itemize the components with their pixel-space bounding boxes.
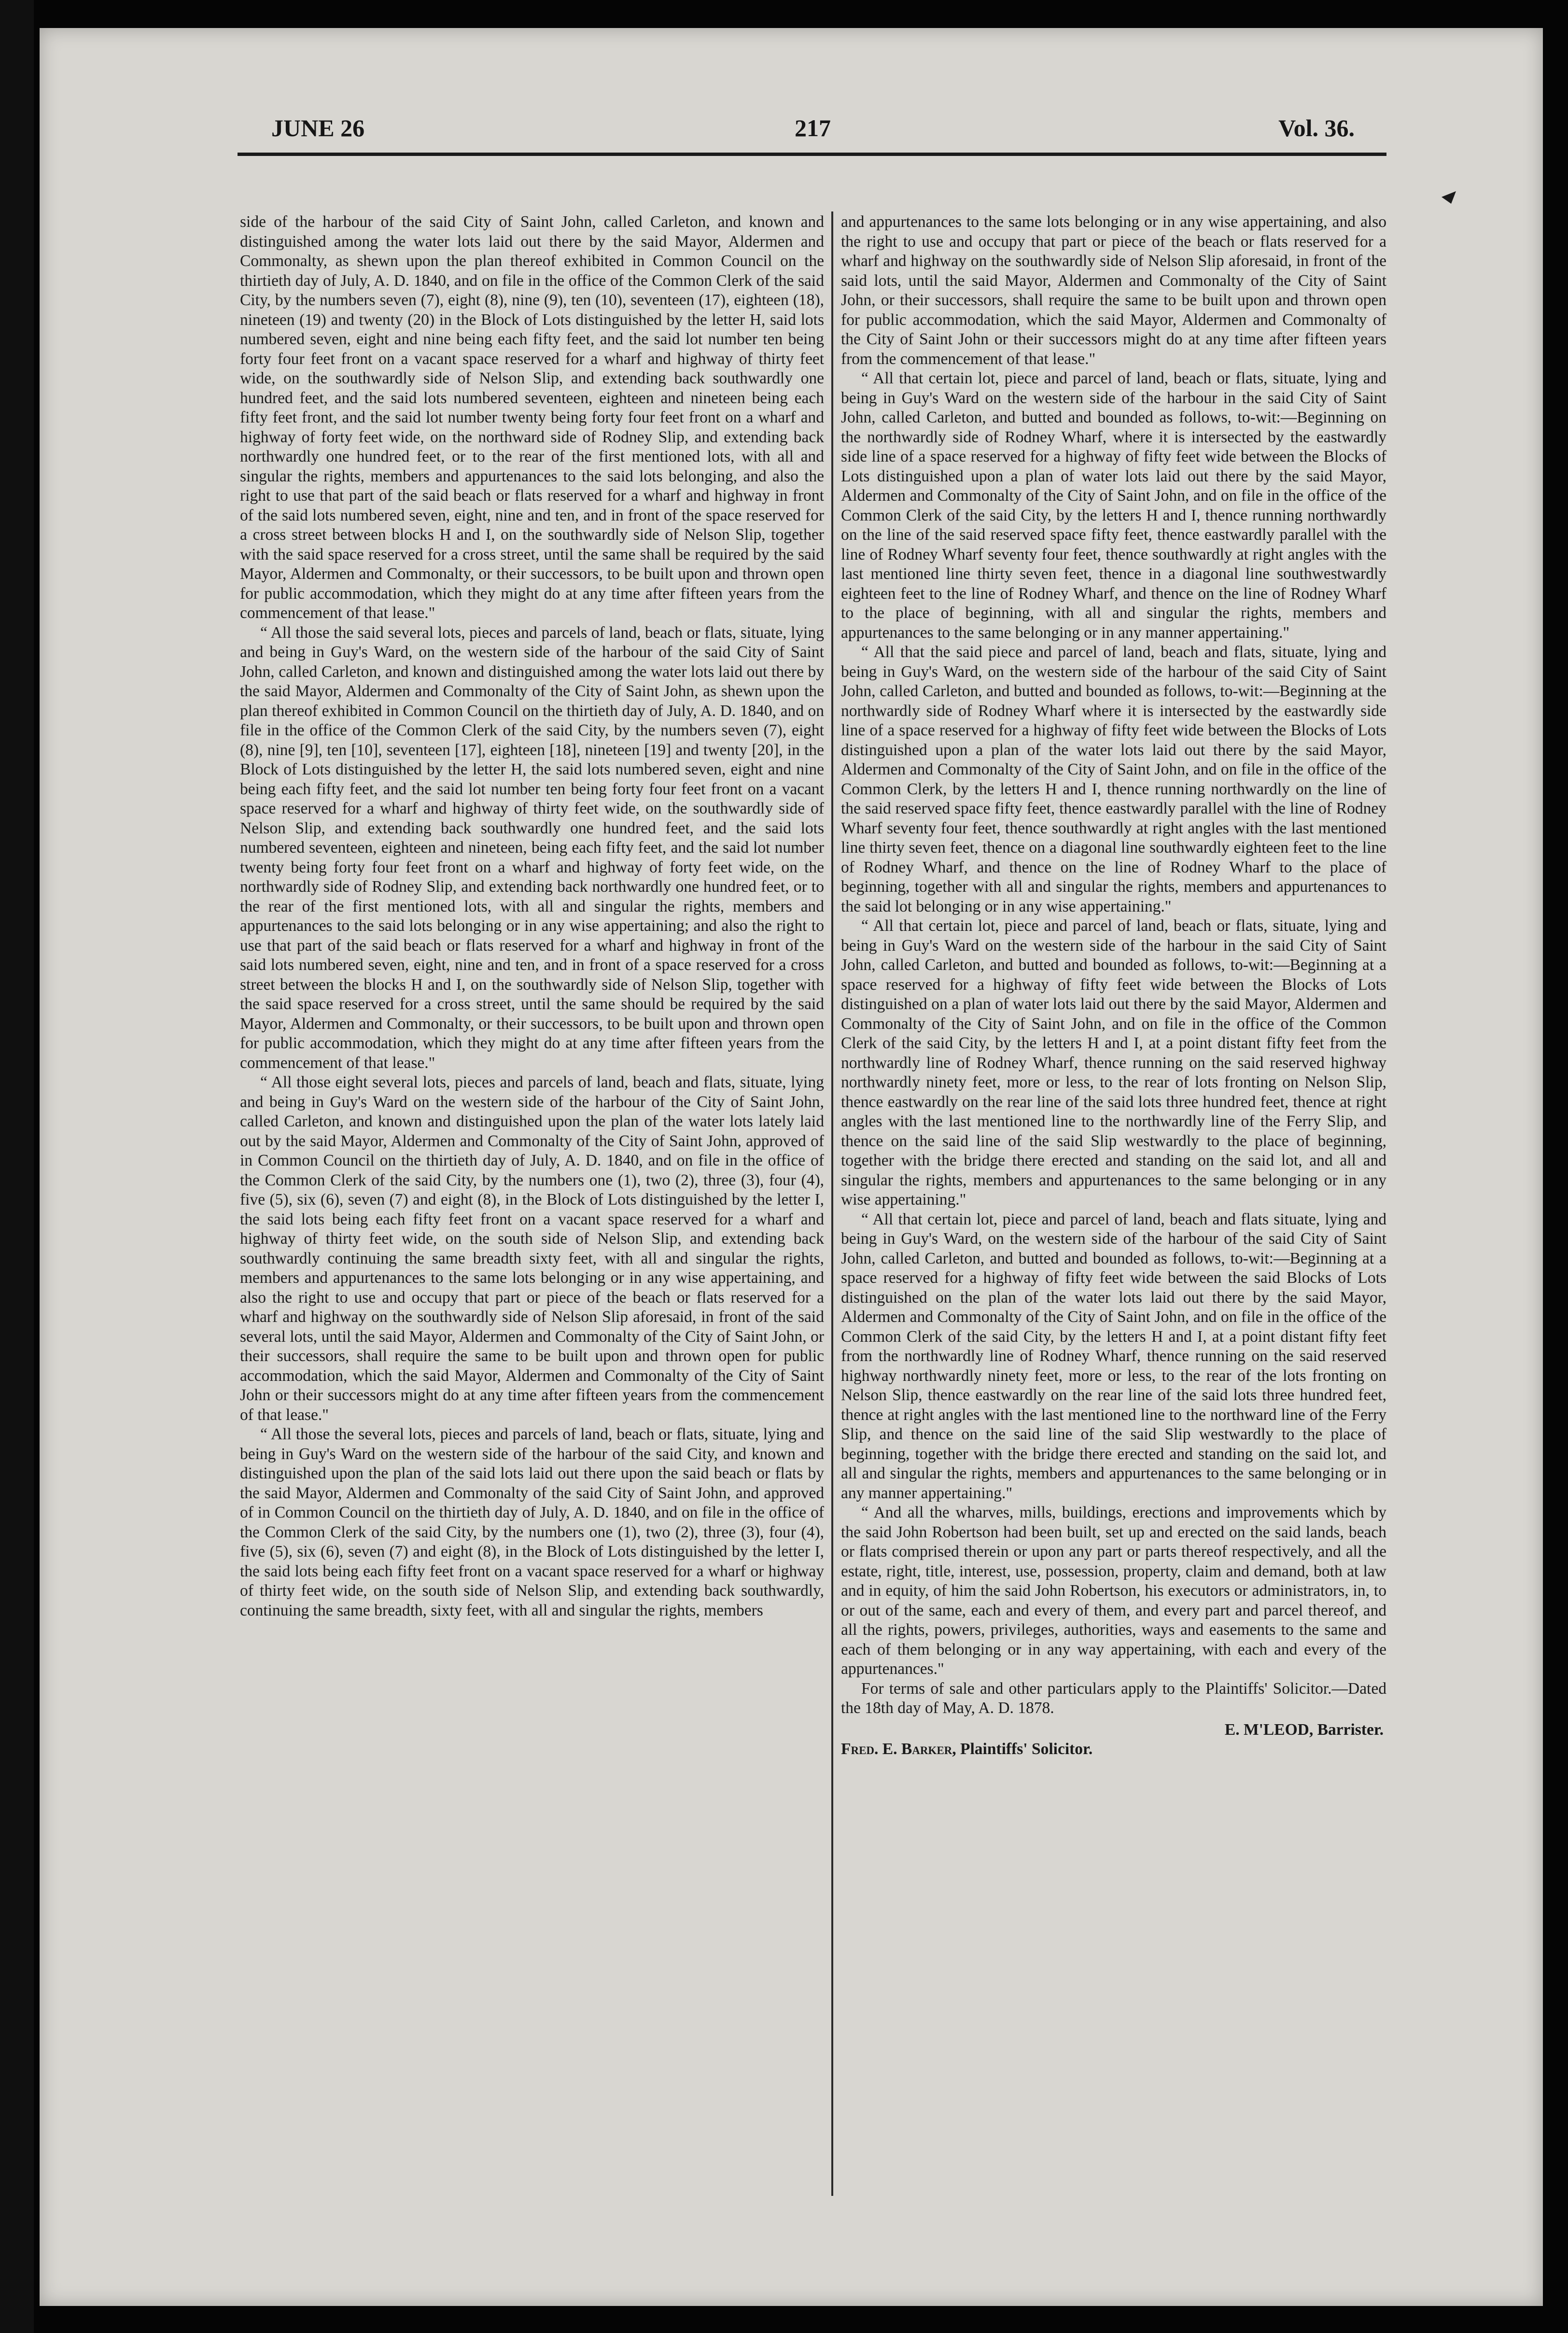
header-date: JUNE 26 — [271, 114, 365, 141]
scan-border — [0, 0, 34, 2333]
left-paragraph-2: “ All those the said several lots, pieces and parcels of land, beach or flats, situate, lying and being in Guy's Ward, on the western side of the harbour of the said City of Saint John, called Carleton, and known and distinguished among the water lots laid out there by the said Mayor, Aldermen and Commonalty of the City of Saint John, as shewn upon the plan thereof exhibited in Common Council on the thirtieth day of July, A. D. 1840, and on file in the office of the Common Clerk of the said City, by the numbers seven (7), eight (8), nine [9], ten [10], seventeen [17], eighteen [18], nineteen [19] and twenty [20], in the Block of Lots distinguished by the letter H, the said lots numbered seven, eight and nine being each fifty feet, and the said lot number ten being forty four feet front on a vacant space reserved for a wharf and highway of thirty feet wide, on the southwardly side of Nelson Slip, and extending back southwardly one hundred feet, and the said lots numbered seventeen, eighteen and nineteen, being each fifty feet, and the said lot number twenty being forty four feet front on a wharf and highway of forty feet wide, on the northwardly side of Rodney Slip, and extending back northwardly one hundred feet, or to the rear of the first mentioned lots, with all and singular the rights, members and appurtenances to the said lots belonging or in any wise appertaining; and also the right to use that part of the said beach or flats reserved for a wharf and highway in front of the said lots numbered seven, eight, nine and ten, and in front of a space reserved for a cross street between the blocks H and I, on the southwardly side of Nelson Slip, together with the said space reserved for a cross street, until the same should be required by the said Mayor, Aldermen and Commonalty, or their successors, to be built upon and thrown open for public accommodation, which they might do at any time after fifteen years from the commencement of that lease." — [240, 623, 824, 1072]
header-volume: Vol. 36. — [1278, 114, 1355, 141]
page-header — [40, 28, 1543, 149]
left-column — [240, 212, 824, 1620]
left-paragraph-4: “ All those the several lots, pieces and parcels of land, beach or flats, situate, lying and being in Guy's Ward on the western side of the harbour of the said City, and known and distinguished upon the plan of the said lots laid out there upon the said beach or flats by the said Mayor, Aldermen and Commonalty of the said City of Saint John, and approved of in Common Council on the thirtieth day of July, A. D. 1840, and on file in the office of the Common Clerk of the said City, by the numbers one (1), two (2), three (3), four (4), five (5), six (6), seven (7) and eight (8), in the Block of Lots distinguished by the letter I, the said lots being each fifty feet front on a vacant space reserved for a wharf or highway of thirty feet wide, on the south side of Nelson Slip, and extending back southwardly, continuing the same breadth, sixty feet, with all and singular the rights, members — [240, 1425, 824, 1619]
column-divider — [831, 211, 833, 2196]
header-page-number: 217 — [795, 114, 831, 141]
right-paragraph-6: “ And all the wharves, mills, buildings, erections and improvements which by the said John Robertson had been built, set up and erected on the said lands, beach or flats comprised therein or upon any part or parts thereof respectively, and all the estate, right, title, interest, use, possession, property, claim and demand, both at law and in equity, of him the said John Robertson, his executors or administrators, in, to or out of the same, each and every of them, and every part and parcel thereof, and all the rights, powers, privileges, authorities, ways and easements to the same and each of them belonging or in any way appertaining, with each and every of the appurtenances." — [841, 1504, 1386, 1678]
terms-of-sale: For terms of sale and other particulars apply to the Plaintiffs' Solicitor.—Dated the 18th day of May, A. D. 1878. — [841, 1679, 1386, 1717]
newspaper-page — [40, 28, 1543, 2306]
right-paragraph-4: “ All that certain lot, piece and parcel of land, beach or flats, situate, lying and being in Guy's Ward on the western side of the harbour in the said City of Saint John, called Carleton, and butted and bounded as follows, to-wit:—Beginning at a space reserved for a highway of fifty feet wide between the Blocks of Lots distinguished on a plan of water lots laid out there by the said Mayor, Aldermen and Commonalty of the City of Saint John, and on file in the office of the Common Clerk of the said City, by the letters H and I, at a point distant fifty feet from the northwardly line of Rodney Wharf, thence running on the said reserved highway northwardly ninety feet, more or less, to the rear of lots fronting on Nelson Slip, thence eastwardly on the rear line of the said lots three hundred feet, thence at right angles with the last mentioned line to the northwardly line of the Ferry Slip, and thence on the said line of the said Slip westwardly to the place of beginning, together with the bridge there erected and standing on the said lot, and all and singular the rights, members and appurtenances to the same belonging or in any wise appertaining." — [841, 917, 1386, 1209]
header-rule — [238, 153, 1386, 156]
right-paragraph-2: “ All that certain lot, piece and parcel of land, beach or flats, situate, lying and being in Guy's Ward on the western side of the harbour in the said City of Saint John, called Carleton, and butted and bounded as follows, to-wit:—Beginning on the northwardly side of Rodney Wharf, where it is intersected by the eastwardly side line of a space reserved for a highway of fifty feet wide between the Blocks of Lots distinguished upon a plan of water lots laid out there by the said Mayor, Aldermen and Commonalty of the City of Saint John, and on file in the office of the Common Clerk of the said City, by the letters H and I, thence running northwardly on the line of the said reserved space fifty feet, thence eastwardly parallel with the line of Rodney Wharf seventy four feet, thence southwardly at right angles with the last mentioned line thirty seven feet, thence in a diagonal line southwestwardly eighteen feet to the line of Rodney Wharf, and thence on the line of Rodney Wharf to the place of beginning, with all and singular the rights, members and appurtenances to the same belonging or in any manner appertaining." — [841, 369, 1386, 642]
right-column — [841, 212, 1386, 1759]
barrister-signature: E. M'LEOD, Barrister. — [1224, 1720, 1384, 1739]
right-paragraph-5: “ All that certain lot, piece and parcel of land, beach and flats situate, lying and being in Guy's Ward, on the western side of the harbour of the said City of Saint John, called Carleton, and butted and bounded as follows, to-wit:—Beginning at a space reserved for a highway of fifty feet wide between the said Blocks of Lots distinguished on the plan of the water lots laid out there by the said Mayor, Aldermen and Commonalty of the City of Saint John, and on file in the office of the Common Clerk of the said City, by the letters H and I, at a point distant fifty feet from the northwardly line of Rodney Wharf, thence running on the said reserved highway northwardly ninety feet, more or less, to the rear of the lots fronting on Nelson Slip, thence eastwardly on the rear line of the said lots three hundred feet, thence at right angles with the last mentioned line to the northward line of the Ferry Slip, and thence on the said line of the said Slip westwardly to the place of beginning, together with the bridge there erected and standing on the said lot, and all and singular the rights, members and appurtenances to the same belonging or in any manner appertaining." — [841, 1210, 1386, 1502]
right-paragraph-3: “ All that the said piece and parcel of land, beach and flats, situate, lying and being in Guy's Ward, on the western side of the harbour of the said City of Saint John, called Carleton, and butted and bounded as follows, to-wit:—Beginning at the northwardly side of Rodney Wharf where it is intersected by the eastwardly side line of a space reserved for a highway of fifty feet wide between the Blocks of Lots distinguished upon a plan of the water lots laid out there by the said Mayor, Aldermen and Commonalty of the City of Saint John, and on file in the office of the Common Clerk, by the letters H and I, thence running northwardly on the line of the said reserved space fifty feet, thence eastwardly parallel with the line of Rodney Wharf seventy four feet, thence southwardly at right angles with the last mentioned line thirty seven feet, thence on a diagonal line southwardly eighteen feet to the line of Rodney Wharf, and thence on the line of Rodney Wharf to the place of beginning, together with all and singular the rights, members and appurtenances to the said lot belonging or in any wise appertaining." — [841, 643, 1386, 915]
left-paragraph-1: side of the harbour of the said City of Saint John, called Carleton, and known and distinguished among the water lots laid out there by the said Mayor, Aldermen and Commonalty, as shewn upon the plan thereof exhibited in Common Council on the thirtieth day of July, A. D. 1840, and on file in the office of the Common Clerk of the said City, by the numbers seven (7), eight (8), nine (9), ten (10), seventeen (17), eighteen (18), nineteen (19) and twenty (20) in the Block of Lots distinguished by the letter H, said lots numbered seven, eight and nine being each fifty feet, and the said lot number ten being forty four feet front on a vacant space reserved for a wharf and highway of thirty feet wide, on the southwardly side of Nelson Slip, and extending back southwardly one hundred feet, and the said lots numbered seventeen, eighteen and nineteen being each fifty feet front, and the said lot number twenty being forty four feet front on a wharf and highway of forty feet wide, on the northward side of Rodney Slip, and extending back northwardly one hundred feet, or to the rear of the first mentioned lots, with all and singular the rights, members and appurtenances to the said lots belonging, and also the right to use that part of the said beach or flats reserved for a wharf and highway in front of the said lots numbered seven, eight, nine and ten, and in front of the space reserved for a cross street between blocks H and I, on the southwardly side of Nelson Slip, together with the said space reserved for a cross street, until the same shall be required by the said Mayor, Aldermen and Commonalty, or their successors, to be built upon and thrown open for public accommodation, which they might do at any time after fifteen years from the commencement of that lease." — [240, 213, 824, 622]
left-paragraph-3: “ All those eight several lots, pieces and parcels of land, beach and flats, situate, lying and being in Guy's Ward on the western side of the harbour of the City of Saint John, called Carleton, and known and distinguished upon the plan of the water lots lately laid out by the said Mayor, Aldermen and Commonalty of the City of Saint John, approved of in Common Council on the thirtieth day of July, A. D. 1840, and on file in the office of the Common Clerk of the said City, by the numbers one (1), two (2), three (3), four (4), five (5), six (6), seven (7) and eight (8), in the Block of Lots distinguished by the letter I, the said lots being each fifty feet front on a vacant space reserved for a wharf and highway of thirty feet wide, on the south side of Nelson Slip, and extending back southwardly continuing the same breadth sixty feet, with all and singular the rights, members and appurtenances to the same lots belonging or in any wise appertaining, and also the right to use and occupy that part or piece of the beach or flats reserved for a wharf and highway on the southwardly side of Nelson Slip aforesaid, in front of the said several lots, until the said Mayor, Aldermen and Commonalty of the City of Saint John, or their successors, shall require the same to be built upon and thrown open for public accommodation, which the said Mayor, Aldermen and Commonalty of the City of Saint John or their successors might do at any time after fifteen years from the commencement of that lease." — [240, 1073, 824, 1424]
right-paragraph-1: and appurtenances to the same lots belonging or in any wise appertaining, and also the right to use and occupy that part or piece of the beach or flats reserved for a wharf and highway on the southwardly side of Nelson Slip aforesaid, in front of the said lots, until the said Mayor, Aldermen and Commonalty of the City of Saint John, or their successors, shall require the same to be built upon and thrown open for public accommodation, which the said Mayor, Aldermen and Commonalty of the City of Saint John or their successors might do at any time after fifteen years from the commencement of that lease." — [841, 213, 1386, 368]
solicitor-role: , Plaintiffs' Solicitor. — [952, 1740, 1093, 1758]
solicitor-signature — [841, 1740, 1386, 1759]
ink-mark — [1440, 187, 1459, 207]
solicitor-name: Fred. E. Barker — [841, 1740, 952, 1758]
